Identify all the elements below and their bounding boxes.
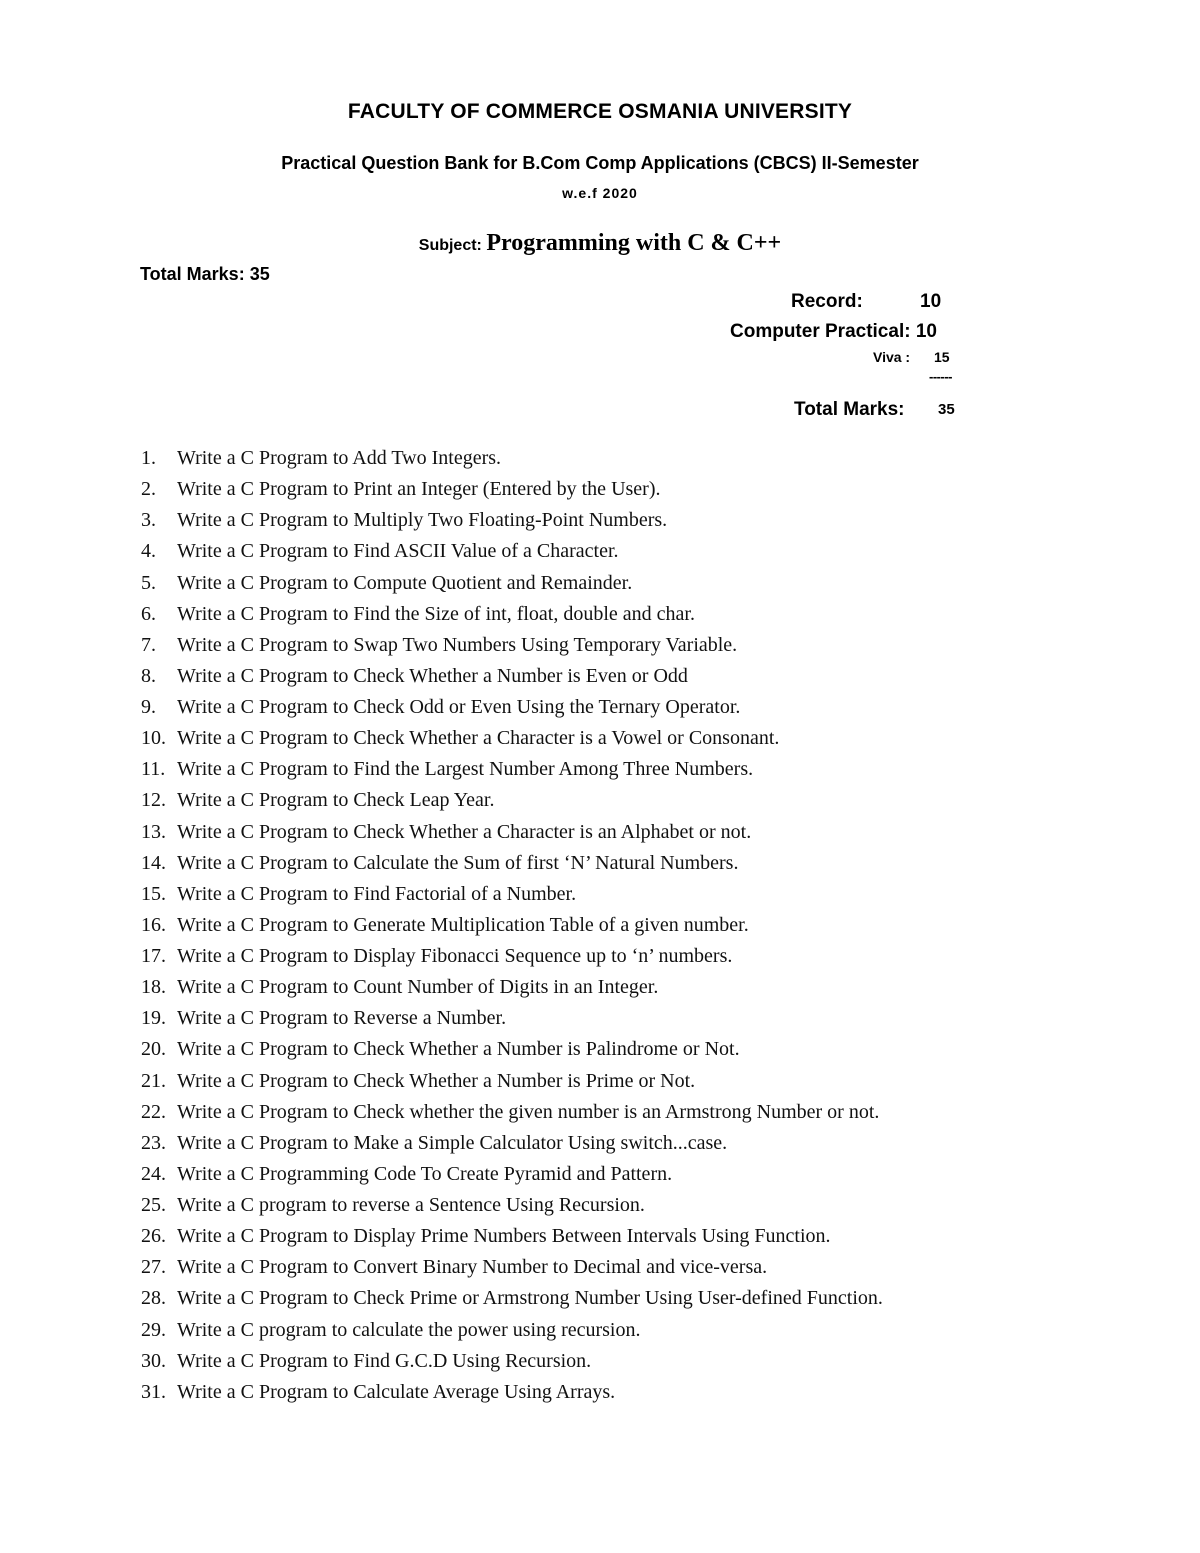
sum-separator: ------ bbox=[929, 369, 952, 384]
question-text: Write a C Program to Display Fibonacci Sequence up to ‘n’ numbers. bbox=[177, 945, 733, 967]
question-text: Write a C program to calculate the power using recursion. bbox=[177, 1318, 641, 1341]
computer-practical-marks: Computer Practical: 10 bbox=[730, 321, 937, 342]
viva-value: 15 bbox=[934, 349, 950, 365]
question-text: Write a C Program to Check Odd or Even Using the Ternary Operator. bbox=[177, 696, 741, 718]
question-number: 17. bbox=[141, 945, 166, 967]
question-number: 1. bbox=[141, 447, 156, 469]
question-text: Write a C Program to Check Whether a Number is Even or Odd bbox=[177, 664, 688, 687]
question-item bbox=[141, 1034, 883, 1065]
question-text: Write a C Program to Find ASCII Value of a Character. bbox=[177, 540, 619, 563]
question-text: Write a C Program to Display Prime Numbers Between Intervals Using Function. bbox=[177, 1225, 831, 1248]
question-item bbox=[141, 630, 883, 661]
question-text: Write a C Program to Multiply Two Floating-Point Numbers. bbox=[177, 509, 668, 532]
question-number: 6. bbox=[141, 602, 156, 625]
effective-date: w.e.f 2020 bbox=[562, 185, 638, 201]
question-text: Write a C Program to Swap Two Numbers Using Temporary Variable. bbox=[177, 633, 738, 656]
question-number: 22. bbox=[141, 1100, 166, 1123]
document-title: FACULTY OF COMMERCE OSMANIA UNIVERSITY bbox=[347, 100, 853, 123]
question-text: Write a C program to reverse a Sentence Using Recursion. bbox=[177, 1194, 645, 1216]
question-number: 26. bbox=[141, 1225, 166, 1248]
question-item bbox=[141, 1221, 883, 1252]
question-item bbox=[141, 1346, 883, 1377]
question-item bbox=[141, 599, 883, 630]
question-item bbox=[141, 848, 883, 879]
question-number: 12. bbox=[141, 789, 166, 812]
question-text: Write a C Program to Check Whether a Character is a Vowel or Consonant. bbox=[177, 727, 780, 750]
subject-value: Programming with C & C++ bbox=[486, 230, 782, 256]
question-number: 11. bbox=[141, 758, 166, 781]
question-item bbox=[141, 941, 883, 972]
question-text: Write a C Program to Generate Multiplication Table of a given number. bbox=[177, 913, 749, 936]
question-number: 10. bbox=[141, 727, 166, 750]
question-text: Write a C Program to Check whether the given number is an Armstrong Number or not. bbox=[177, 1100, 880, 1123]
question-text: Write a C Program to Compute Quotient and Remainder. bbox=[177, 571, 633, 594]
question-item bbox=[141, 536, 883, 567]
question-text: Write a C Program to Find Factorial of a Number. bbox=[177, 882, 577, 905]
question-item bbox=[141, 754, 883, 785]
question-text: Write a C Program to Count Number of Digits in an Integer. bbox=[177, 976, 659, 999]
question-number: 24. bbox=[141, 1162, 166, 1185]
question-item bbox=[141, 1283, 883, 1314]
question-number: 9. bbox=[141, 696, 156, 718]
question-text: Write a C Program to Check Whether a Character is an Alphabet or not. bbox=[177, 820, 752, 843]
question-text: Write a C Program to Calculate Average Using Arrays. bbox=[177, 1380, 616, 1403]
question-number: 23. bbox=[141, 1131, 166, 1154]
question-item bbox=[141, 972, 883, 1003]
question-number: 18. bbox=[141, 976, 166, 999]
question-number: 13. bbox=[141, 820, 166, 843]
viva-label: Viva : bbox=[873, 349, 911, 365]
record-value: 10 bbox=[920, 291, 942, 312]
question-item bbox=[141, 1128, 883, 1159]
question-item bbox=[141, 1159, 883, 1190]
question-number: 5. bbox=[141, 571, 156, 594]
question-text: Write a C Program to Calculate the Sum of first ‘N’ Natural Numbers. bbox=[177, 851, 739, 874]
question-text: Write a C Program to Reverse a Number. bbox=[177, 1007, 507, 1030]
question-text: Write a C Program to Check Prime or Armstrong Number Using User-defined Function. bbox=[177, 1287, 883, 1310]
question-text: Write a C Program to Add Two Integers. bbox=[177, 447, 502, 469]
question-item bbox=[141, 1315, 883, 1346]
question-number: 19. bbox=[141, 1007, 166, 1030]
question-item bbox=[141, 568, 883, 599]
question-number: 30. bbox=[141, 1349, 166, 1372]
question-number: 28. bbox=[141, 1287, 166, 1310]
question-item bbox=[141, 1097, 883, 1128]
question-item bbox=[141, 879, 883, 910]
question-item bbox=[141, 910, 883, 941]
question-number: 27. bbox=[141, 1256, 166, 1279]
question-item bbox=[141, 723, 883, 754]
question-text: Write a C Program to Find the Size of int, float, double and char. bbox=[177, 602, 695, 625]
question-number: 31. bbox=[141, 1380, 166, 1403]
question-number: 25. bbox=[141, 1194, 166, 1216]
question-text: Write a C Program to Convert Binary Number to Decimal and vice-versa. bbox=[177, 1256, 768, 1279]
question-text: Write a C Programming Code To Create Pyramid and Pattern. bbox=[177, 1162, 673, 1185]
question-item bbox=[141, 785, 883, 816]
question-item bbox=[141, 443, 883, 474]
question-number: 3. bbox=[141, 509, 156, 532]
question-text: Write a C Program to Find the Largest Number Among Three Numbers. bbox=[177, 758, 754, 781]
document-subtitle: Practical Question Bank for B.Com Comp Applications (CBCS) II-Semester bbox=[281, 153, 919, 173]
question-number: 7. bbox=[141, 633, 156, 656]
question-number: 29. bbox=[141, 1318, 166, 1341]
question-text: Write a C Program to Check Whether a Number is Prime or Not. bbox=[177, 1069, 696, 1092]
question-item bbox=[141, 692, 883, 723]
question-item bbox=[141, 505, 883, 536]
subject-line bbox=[0, 230, 1200, 257]
total-marks-value: 35 bbox=[938, 401, 955, 418]
question-item bbox=[141, 474, 883, 505]
question-text: Write a C Program to Make a Simple Calculator Using switch...case. bbox=[177, 1131, 728, 1154]
question-number: 2. bbox=[141, 478, 156, 501]
question-number: 20. bbox=[141, 1038, 166, 1061]
question-item bbox=[141, 661, 883, 692]
question-number: 8. bbox=[141, 664, 156, 687]
total-marks-heading: Total Marks: 35 bbox=[140, 264, 270, 284]
question-text: Write a C Program to Print an Integer (Entered by the User). bbox=[177, 478, 661, 501]
question-item bbox=[141, 1190, 883, 1221]
record-label: Record: bbox=[791, 291, 863, 312]
question-text: Write a C Program to Find G.C.D Using Recursion. bbox=[177, 1349, 592, 1372]
question-item bbox=[141, 817, 883, 848]
question-item bbox=[141, 1252, 883, 1283]
subject-label: Subject: bbox=[418, 237, 482, 254]
total-marks-label: Total Marks: bbox=[794, 399, 905, 420]
question-text: Write a C Program to Check Leap Year. bbox=[177, 789, 495, 812]
question-number: 14. bbox=[141, 851, 166, 874]
question-item bbox=[141, 1377, 883, 1408]
question-number: 21. bbox=[141, 1069, 166, 1092]
question-list bbox=[141, 443, 883, 1408]
question-number: 16. bbox=[141, 913, 166, 936]
question-item bbox=[141, 1003, 883, 1034]
question-number: 4. bbox=[141, 540, 156, 563]
question-number: 15. bbox=[141, 882, 166, 905]
question-item bbox=[141, 1066, 883, 1097]
question-text: Write a C Program to Check Whether a Number is Palindrome or Not. bbox=[177, 1038, 740, 1061]
